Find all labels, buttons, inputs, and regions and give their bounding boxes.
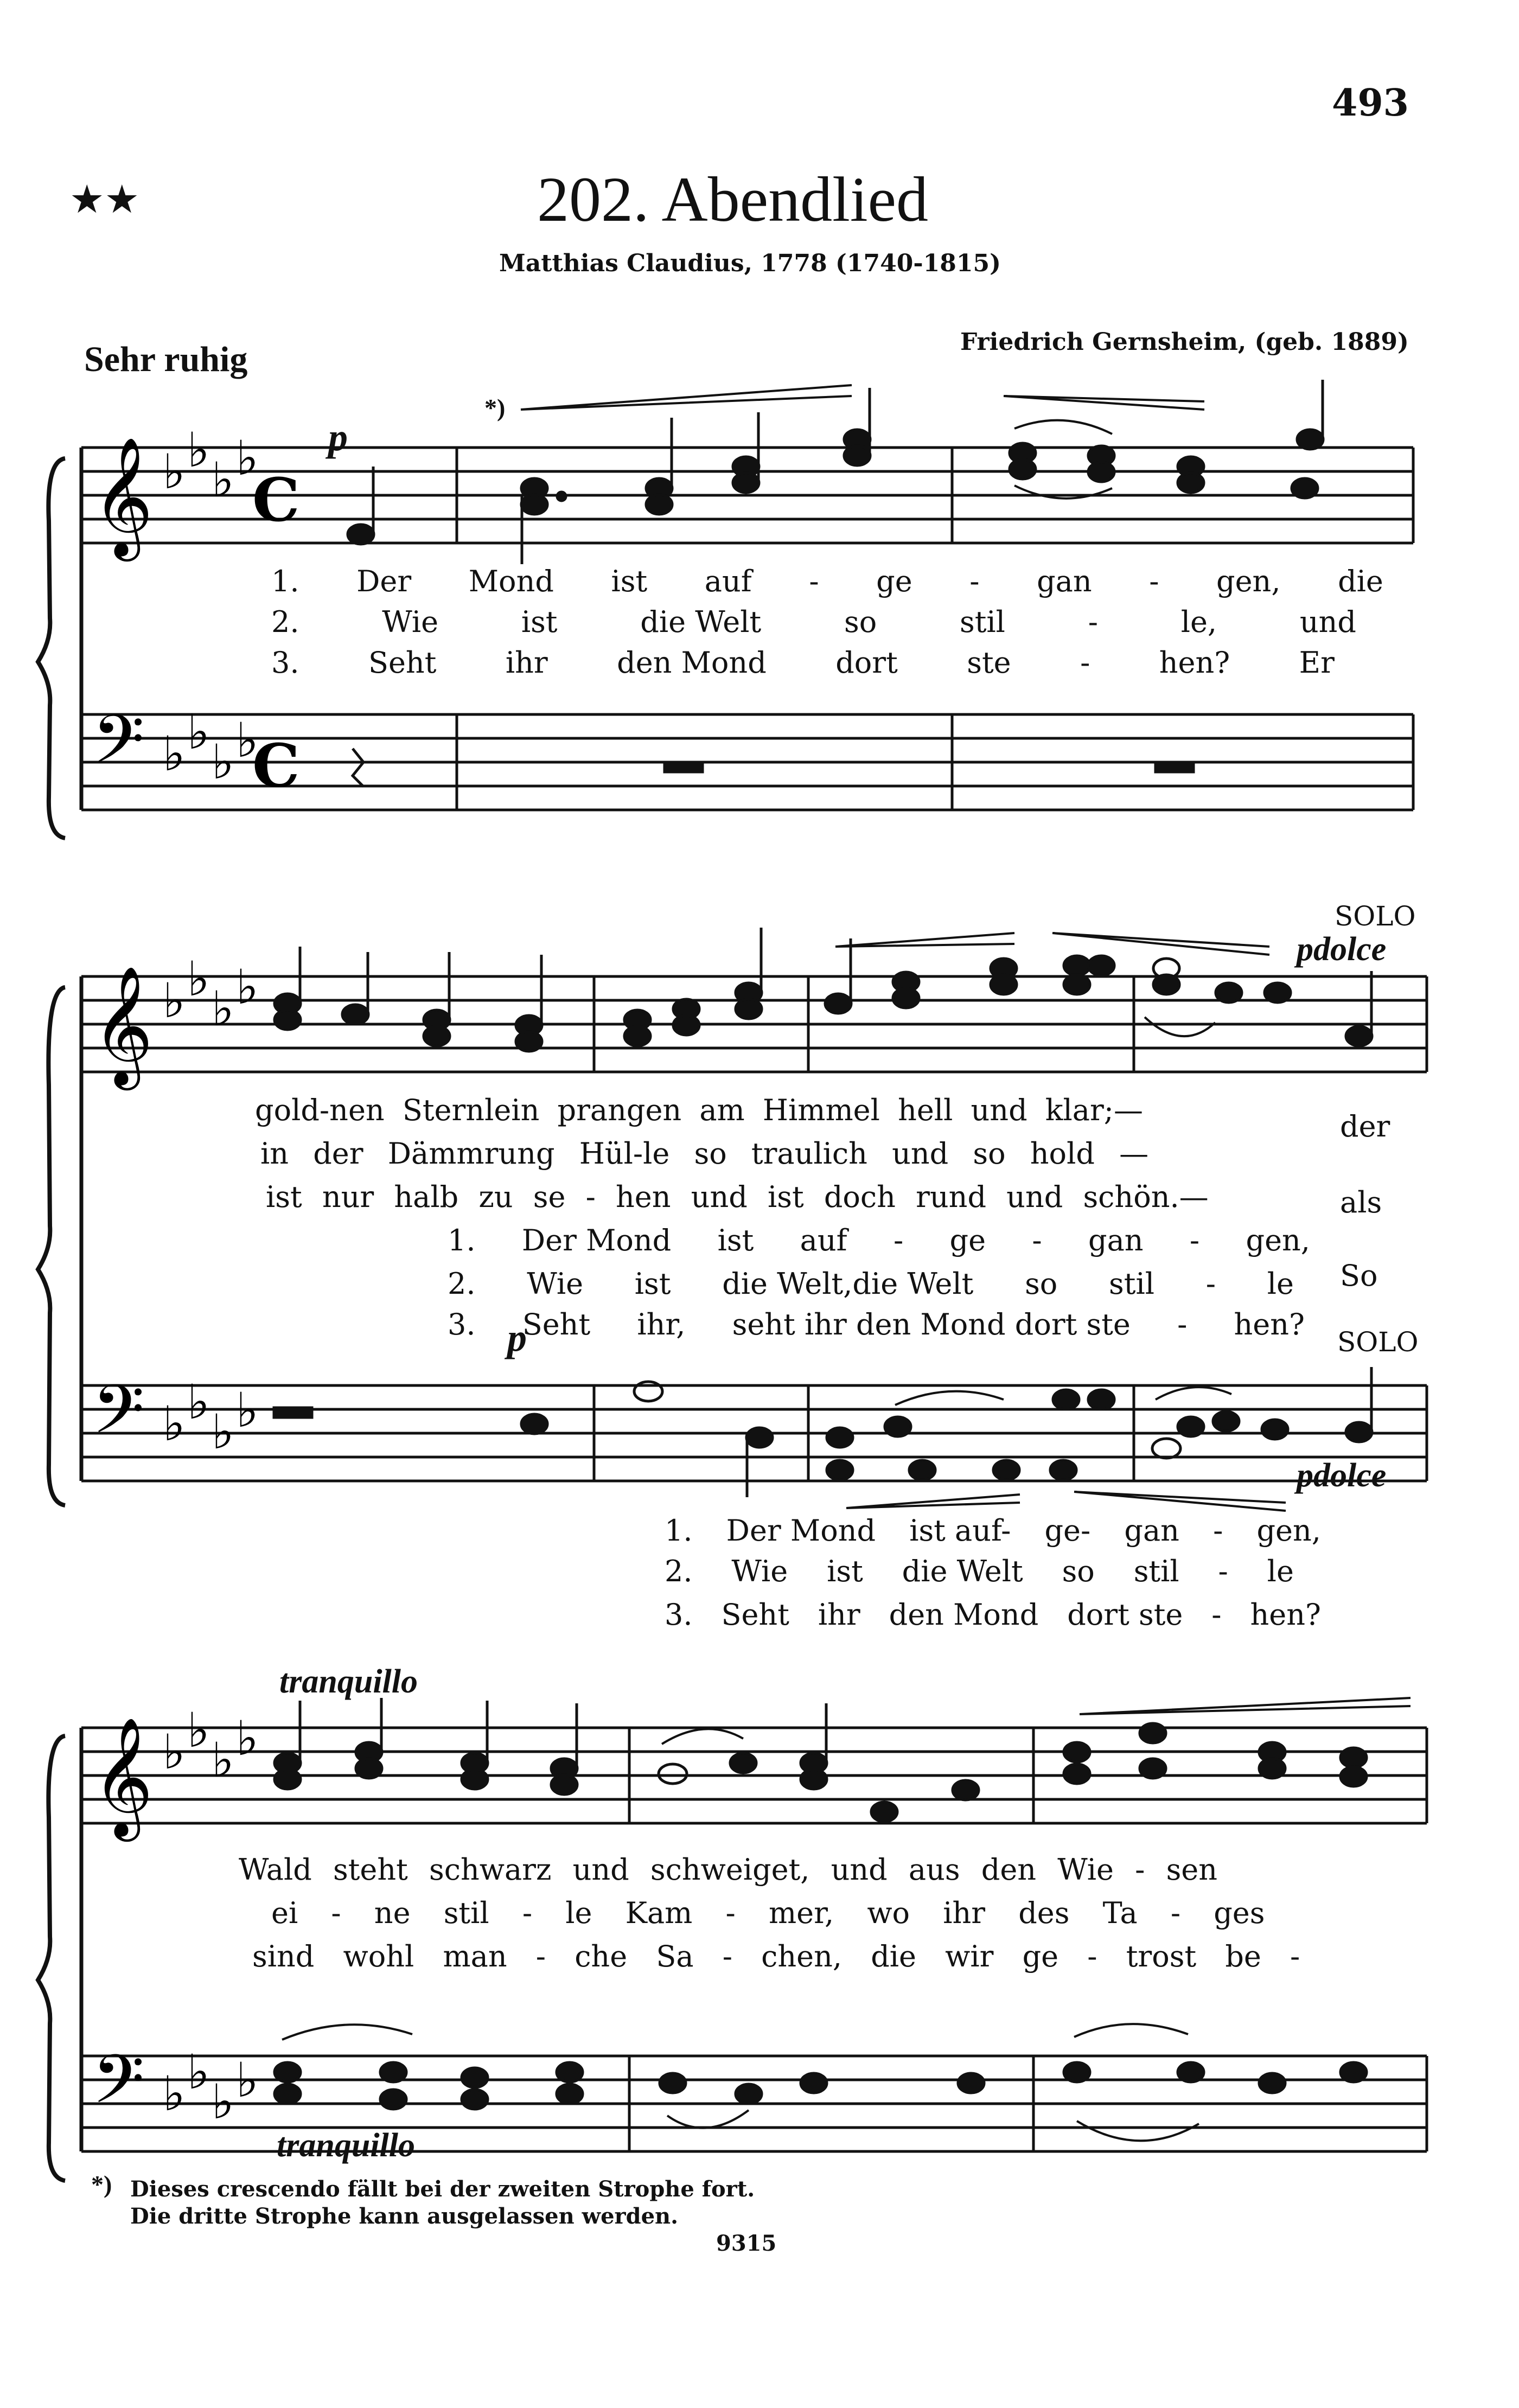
lyric-line: gold-nen Sternlein prangen am Himmel hell und klar;— (255, 1093, 1143, 1127)
svg-text:♭: ♭ (212, 2074, 234, 2130)
lyric-line: 1. Der Mond ist auf - ge - gan - gen, die (271, 564, 1383, 598)
svg-text:♭: ♭ (236, 430, 259, 486)
lyric-line: 3. Seht ihr den Mond dort ste - hen? Er (271, 646, 1335, 680)
svg-text:♭: ♭ (163, 444, 186, 500)
dynamic-pdolce: pdolce (1297, 1457, 1387, 1494)
svg-text:♭: ♭ (212, 1404, 234, 1460)
svg-text:𝄞: 𝄞 (92, 965, 154, 1085)
svg-text:♭: ♭ (212, 452, 234, 508)
bass-solo-lyric-line: 1. Der Mond ist auf- ge- gan - gen, (665, 1513, 1321, 1548)
lyric-line: in der Dämmrung Hül-le so traulich und so hold — (260, 1136, 1149, 1171)
dynamic-p: p (328, 416, 348, 459)
bass-solo-lyric-line: 2. Wie ist die Welt so stil - le (665, 1554, 1294, 1588)
system-1 (0, 358, 1519, 846)
lyric-side-word: der (1340, 1109, 1390, 1144)
svg-text:𝄢: 𝄢 (92, 2041, 145, 2135)
plate-number: 9315 (716, 2231, 777, 2256)
composer-credit: Friedrich Gernsheim, (geb. 1889) (960, 328, 1409, 356)
svg-text:♭: ♭ (187, 1702, 210, 1758)
solo-lyric-line: 3. Seht ihr, seht ihr den Mond dort ste - hen? (448, 1307, 1305, 1342)
footnote-line-2: Die dritte Strophe kann ausgelassen werden. (130, 2203, 679, 2229)
dynamic-p: p (507, 1316, 527, 1359)
svg-text:𝄞: 𝄞 (92, 436, 154, 556)
svg-text:♭: ♭ (236, 712, 259, 768)
svg-text:♭: ♭ (187, 951, 210, 1007)
tempo-marking: Sehr ruhig (84, 340, 248, 379)
lyric-line: Wald steht schwarz und schweiget, und aus den Wie - sen (239, 1853, 1218, 1887)
lyric-side-word: als (1340, 1185, 1382, 1219)
lyric-line: sind wohl man - che Sa - chen, die wir ge - trost be - (252, 1939, 1300, 1973)
svg-text:♭: ♭ (163, 2066, 186, 2122)
solo-lyric-line: 2. Wie ist die Welt,die Welt so stil - le (448, 1267, 1294, 1301)
lyric-line: ei - ne stil - le Kam - mer, wo ihr des Ta - ges (271, 1896, 1265, 1930)
footnote-marker: *) (484, 394, 506, 421)
tranquillo-marking: tranquillo (277, 2127, 415, 2164)
svg-text:♭: ♭ (236, 1710, 259, 1766)
footnote-line-1: Dieses crescendo fällt bei der zweiten Strophe fort. (130, 2176, 755, 2202)
tranquillo-marking: tranquillo (279, 1663, 418, 1700)
svg-text:♭: ♭ (212, 981, 234, 1037)
svg-text:♭: ♭ (236, 2052, 259, 2108)
svg-text:♭: ♭ (236, 959, 259, 1015)
svg-text:𝄞: 𝄞 (92, 1716, 154, 1836)
svg-text:♭: ♭ (187, 422, 210, 478)
svg-text:𝄢: 𝄢 (92, 1371, 145, 1465)
svg-text:♭: ♭ (163, 1396, 186, 1452)
lyric-line: ist nur halb zu se - hen und ist doch rund und schön.— (266, 1180, 1209, 1214)
svg-text:C: C (252, 731, 300, 801)
svg-text:♭: ♭ (187, 704, 210, 760)
svg-text:C: C (252, 465, 300, 535)
solo-marking: SOLO (1335, 900, 1416, 932)
solo-lyric-line: 1. Der Mond ist auf - ge - gan - gen, (448, 1223, 1310, 1257)
svg-text:♭: ♭ (163, 1724, 186, 1780)
system-2 (0, 922, 1519, 1519)
footnote-marker: *) (91, 2170, 112, 2198)
solo-marking: SOLO (1337, 1326, 1419, 1358)
svg-text:♭: ♭ (187, 1374, 210, 1430)
svg-text:♭: ♭ (236, 1382, 259, 1438)
svg-text:♭: ♭ (163, 973, 186, 1029)
svg-text:♭: ♭ (187, 2044, 210, 2100)
svg-text:♭: ♭ (212, 734, 234, 790)
dynamic-pdolce: pdolce (1297, 931, 1387, 968)
svg-text:♭: ♭ (163, 726, 186, 782)
hymn-title: 202. Abendlied (537, 164, 929, 235)
poet-credit: Matthias Claudius, 1778 (1740-1815) (499, 250, 1001, 277)
svg-text:♭: ♭ (212, 1732, 234, 1788)
lyric-side-word: So (1340, 1259, 1378, 1293)
bass-solo-lyric-line: 3. Seht ihr den Mond dort ste - hen? (665, 1598, 1321, 1632)
page-number: 493 (1332, 81, 1409, 125)
svg-text:𝄢: 𝄢 (92, 701, 145, 795)
difficulty-stars-icon: ★★ (69, 178, 140, 221)
lyric-line: 2. Wie ist die Welt so stil - le, und (271, 605, 1356, 639)
